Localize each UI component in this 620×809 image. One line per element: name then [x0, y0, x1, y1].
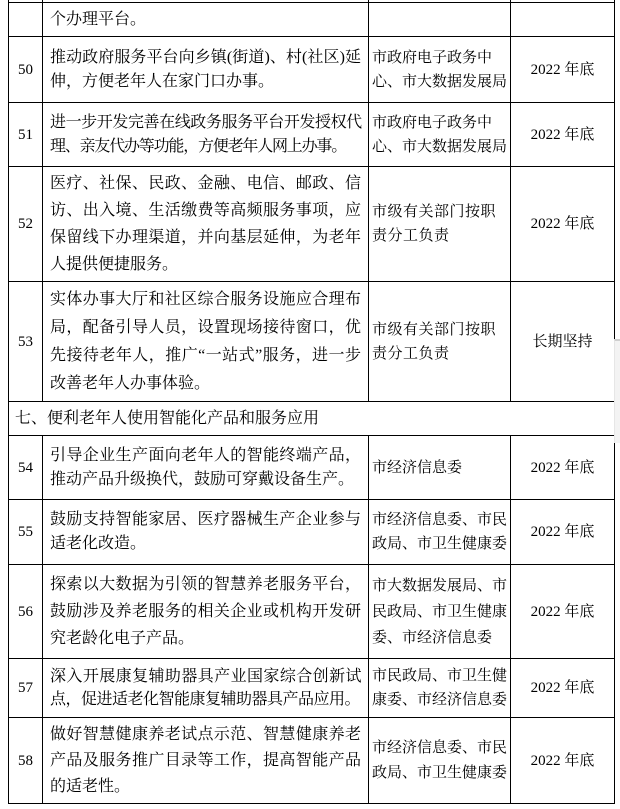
task-table-wrapper — [8, 0, 615, 804]
row-number-cell — [9, 3, 43, 37]
section-title: 七、便利老年人使用智能化产品和服务应用 — [9, 402, 615, 436]
table-row-51 — [9, 103, 615, 167]
department-cell: 市大数据发展局、市民政局、市卫生健康委、市经济信息委 — [369, 565, 511, 659]
deadline-cell: 2022 年底 — [511, 659, 615, 718]
department-cell: 市政府电子政务中心、市大数据发展局 — [369, 103, 511, 167]
task-cell: 进一步开发完善在线政务服务平台开发授权代理、亲友代办等功能，方便老年人网上办事。 — [43, 103, 369, 167]
task-cell: 医疗、社保、民政、金融、电信、邮政、信访、出入境、生活缴费等高频服务事项，应保留线下办理渠道，并向基层延伸，为老年人提供便捷服务。 — [43, 167, 369, 282]
table-row-55 — [9, 500, 615, 565]
row-number-cell: 55 — [9, 500, 43, 565]
department-cell: 市经济信息委、市民政局、市卫生健康委 — [369, 500, 511, 565]
row-number-cell: 56 — [9, 565, 43, 659]
row-number-cell: 53 — [9, 282, 43, 402]
department-cell: 市级有关部门按职责分工负责 — [369, 282, 511, 402]
task-cell: 深入开展康复辅助器具产业国家综合创新试点，促进适老化智能康复辅助器具产品应用。 — [43, 659, 369, 718]
department-cell: 市经济信息委、市民政局、市卫生健康委 — [369, 718, 511, 804]
task-cell: 引导企业生产面向老年人的智能终端产品，推动产品升级换代，鼓励可穿戴设备生产。 — [43, 436, 369, 500]
row-number-cell: 58 — [9, 718, 43, 804]
row-number-cell: 51 — [9, 103, 43, 167]
deadline-cell: 2022 年底 — [511, 37, 615, 103]
row-number-cell: 52 — [9, 167, 43, 282]
scrollbar-thumb[interactable] — [614, 339, 620, 443]
deadline-cell: 2022 年底 — [511, 718, 615, 804]
task-cell: 推动政府服务平台向乡镇(街道)、村(社区)延伸，方便老年人在家门口办事。 — [43, 37, 369, 103]
table-section-header-row — [9, 402, 615, 436]
department-cell: 市政府电子政务中心、市大数据发展局 — [369, 37, 511, 103]
deadline-cell: 2022 年底 — [511, 500, 615, 565]
task-cell: 探索以大数据为引领的智慧养老服务平台，鼓励涉及养老服务的相关企业或机构开发研究老龄化电子产品。 — [43, 565, 369, 659]
row-number-cell: 50 — [9, 37, 43, 103]
table-row-52 — [9, 167, 615, 282]
deadline-cell — [511, 3, 615, 37]
department-cell: 市民政局、市卫生健康委、市经济信息委 — [369, 659, 511, 718]
table-row-54 — [9, 436, 615, 500]
task-cell: 做好智慧健康养老试点示范、智慧健康养老产品及服务推广目录等工作，提高智能产品的适老性。 — [43, 718, 369, 804]
table-row-58 — [9, 718, 615, 804]
deadline-cell: 2022 年底 — [511, 565, 615, 659]
task-cell: 实体办事大厅和社区综合服务设施应合理布局，配备引导人员，设置现场接待窗口，优先接待老年人，推广“一站式”服务，进一步改善老年人办事体验。 — [43, 282, 369, 402]
table-row-53 — [9, 282, 615, 402]
department-cell — [369, 3, 511, 37]
department-cell: 市经济信息委 — [369, 436, 511, 500]
table-row-50 — [9, 37, 615, 103]
department-cell: 市级有关部门按职责分工负责 — [369, 167, 511, 282]
task-cell: 鼓励支持智能家居、医疗器械生产企业参与适老化改造。 — [43, 500, 369, 565]
table-row-continuation — [9, 3, 615, 37]
deadline-cell: 2022 年底 — [511, 167, 615, 282]
deadline-cell: 2022 年底 — [511, 103, 615, 167]
row-number-cell: 54 — [9, 436, 43, 500]
table-row-57 — [9, 659, 615, 718]
task-cell: 个办理平台。 — [43, 3, 369, 37]
table-row-56 — [9, 565, 615, 659]
row-number-cell: 57 — [9, 659, 43, 718]
deadline-cell: 长期坚持 — [511, 282, 615, 402]
deadline-cell: 2022 年底 — [511, 436, 615, 500]
task-division-table — [8, 0, 615, 804]
